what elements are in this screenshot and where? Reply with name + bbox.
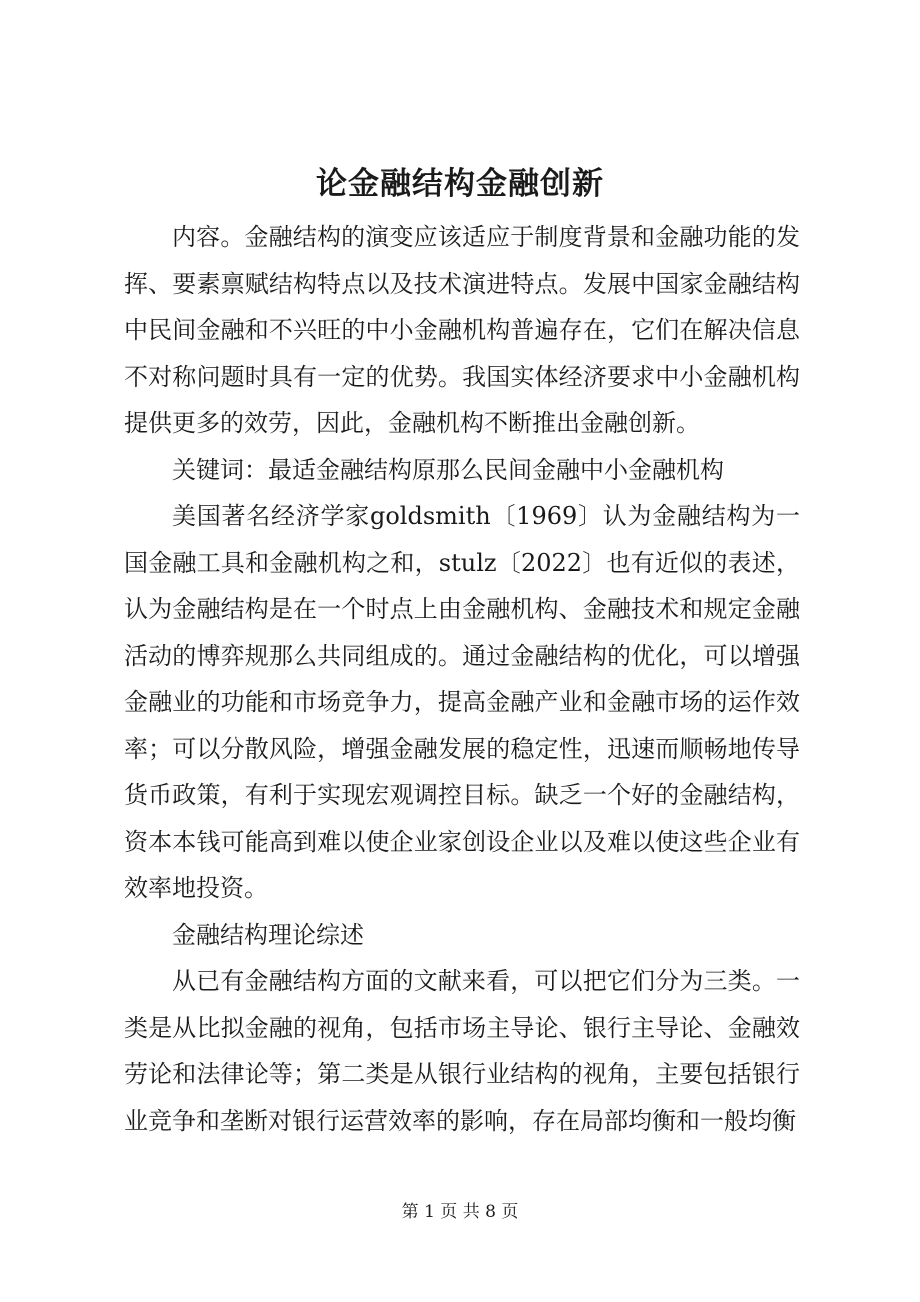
section-heading: 金融结构理论综述 xyxy=(172,920,364,949)
body-paragraph: 美国著名经济学家goldsmith〔1969〕认为金融结构为一国金融工具和金融机构之和，stulz〔2022〕也有近似的表述，认为金融结构是在一个时点上由金融机构、金融技术和规定金融活动的博弈规那么共同组成的。通过金融结构的优化，可以增强金融业的功能和市场竞争力，提高金融产业和金融市场的运作效率；可以分散风险，增强金融发展的稳定性，迅速而顺畅地传导货币政策，有利于实现宏观调控目标。缺乏一个好的金融结构，资本本钱可能高到难以使企业家创设企业以及难以使这些企业有效率地投资。 xyxy=(124,502,800,902)
document-body xyxy=(124,214,800,1144)
keywords-paragraph: 关键词：最适金融结构原那么民间金融中小金融机构 xyxy=(172,455,724,484)
document-title: 论金融结构金融创新 xyxy=(316,166,604,202)
body-paragraph: 从已有金融结构方面的文献来看，可以把它们分为三类。一类是从比拟金融的视角，包括市场主导论、银行主导论、金融效劳论和法律论等；第二类是从银行业结构的视角，主要包括银行业竞争和垄断对银行运营效率的影响，存在局部均衡和一般均衡 xyxy=(124,967,800,1135)
abstract-paragraph: 内容。金融结构的演变应该适应于制度背景和金融功能的发挥、要素禀赋结构特点以及技术演进特点。发展中国家金融结构中民间金融和不兴旺的中小金融机构普遍存在，它们在解决信息不对称问题时具有一定的优势。我国实体经济要求中小金融机构提供更多的效劳，因此，金融机构不断推出金融创新。 xyxy=(124,223,800,437)
page-footer: 第 1 页 共 8 页 xyxy=(401,1202,519,1222)
